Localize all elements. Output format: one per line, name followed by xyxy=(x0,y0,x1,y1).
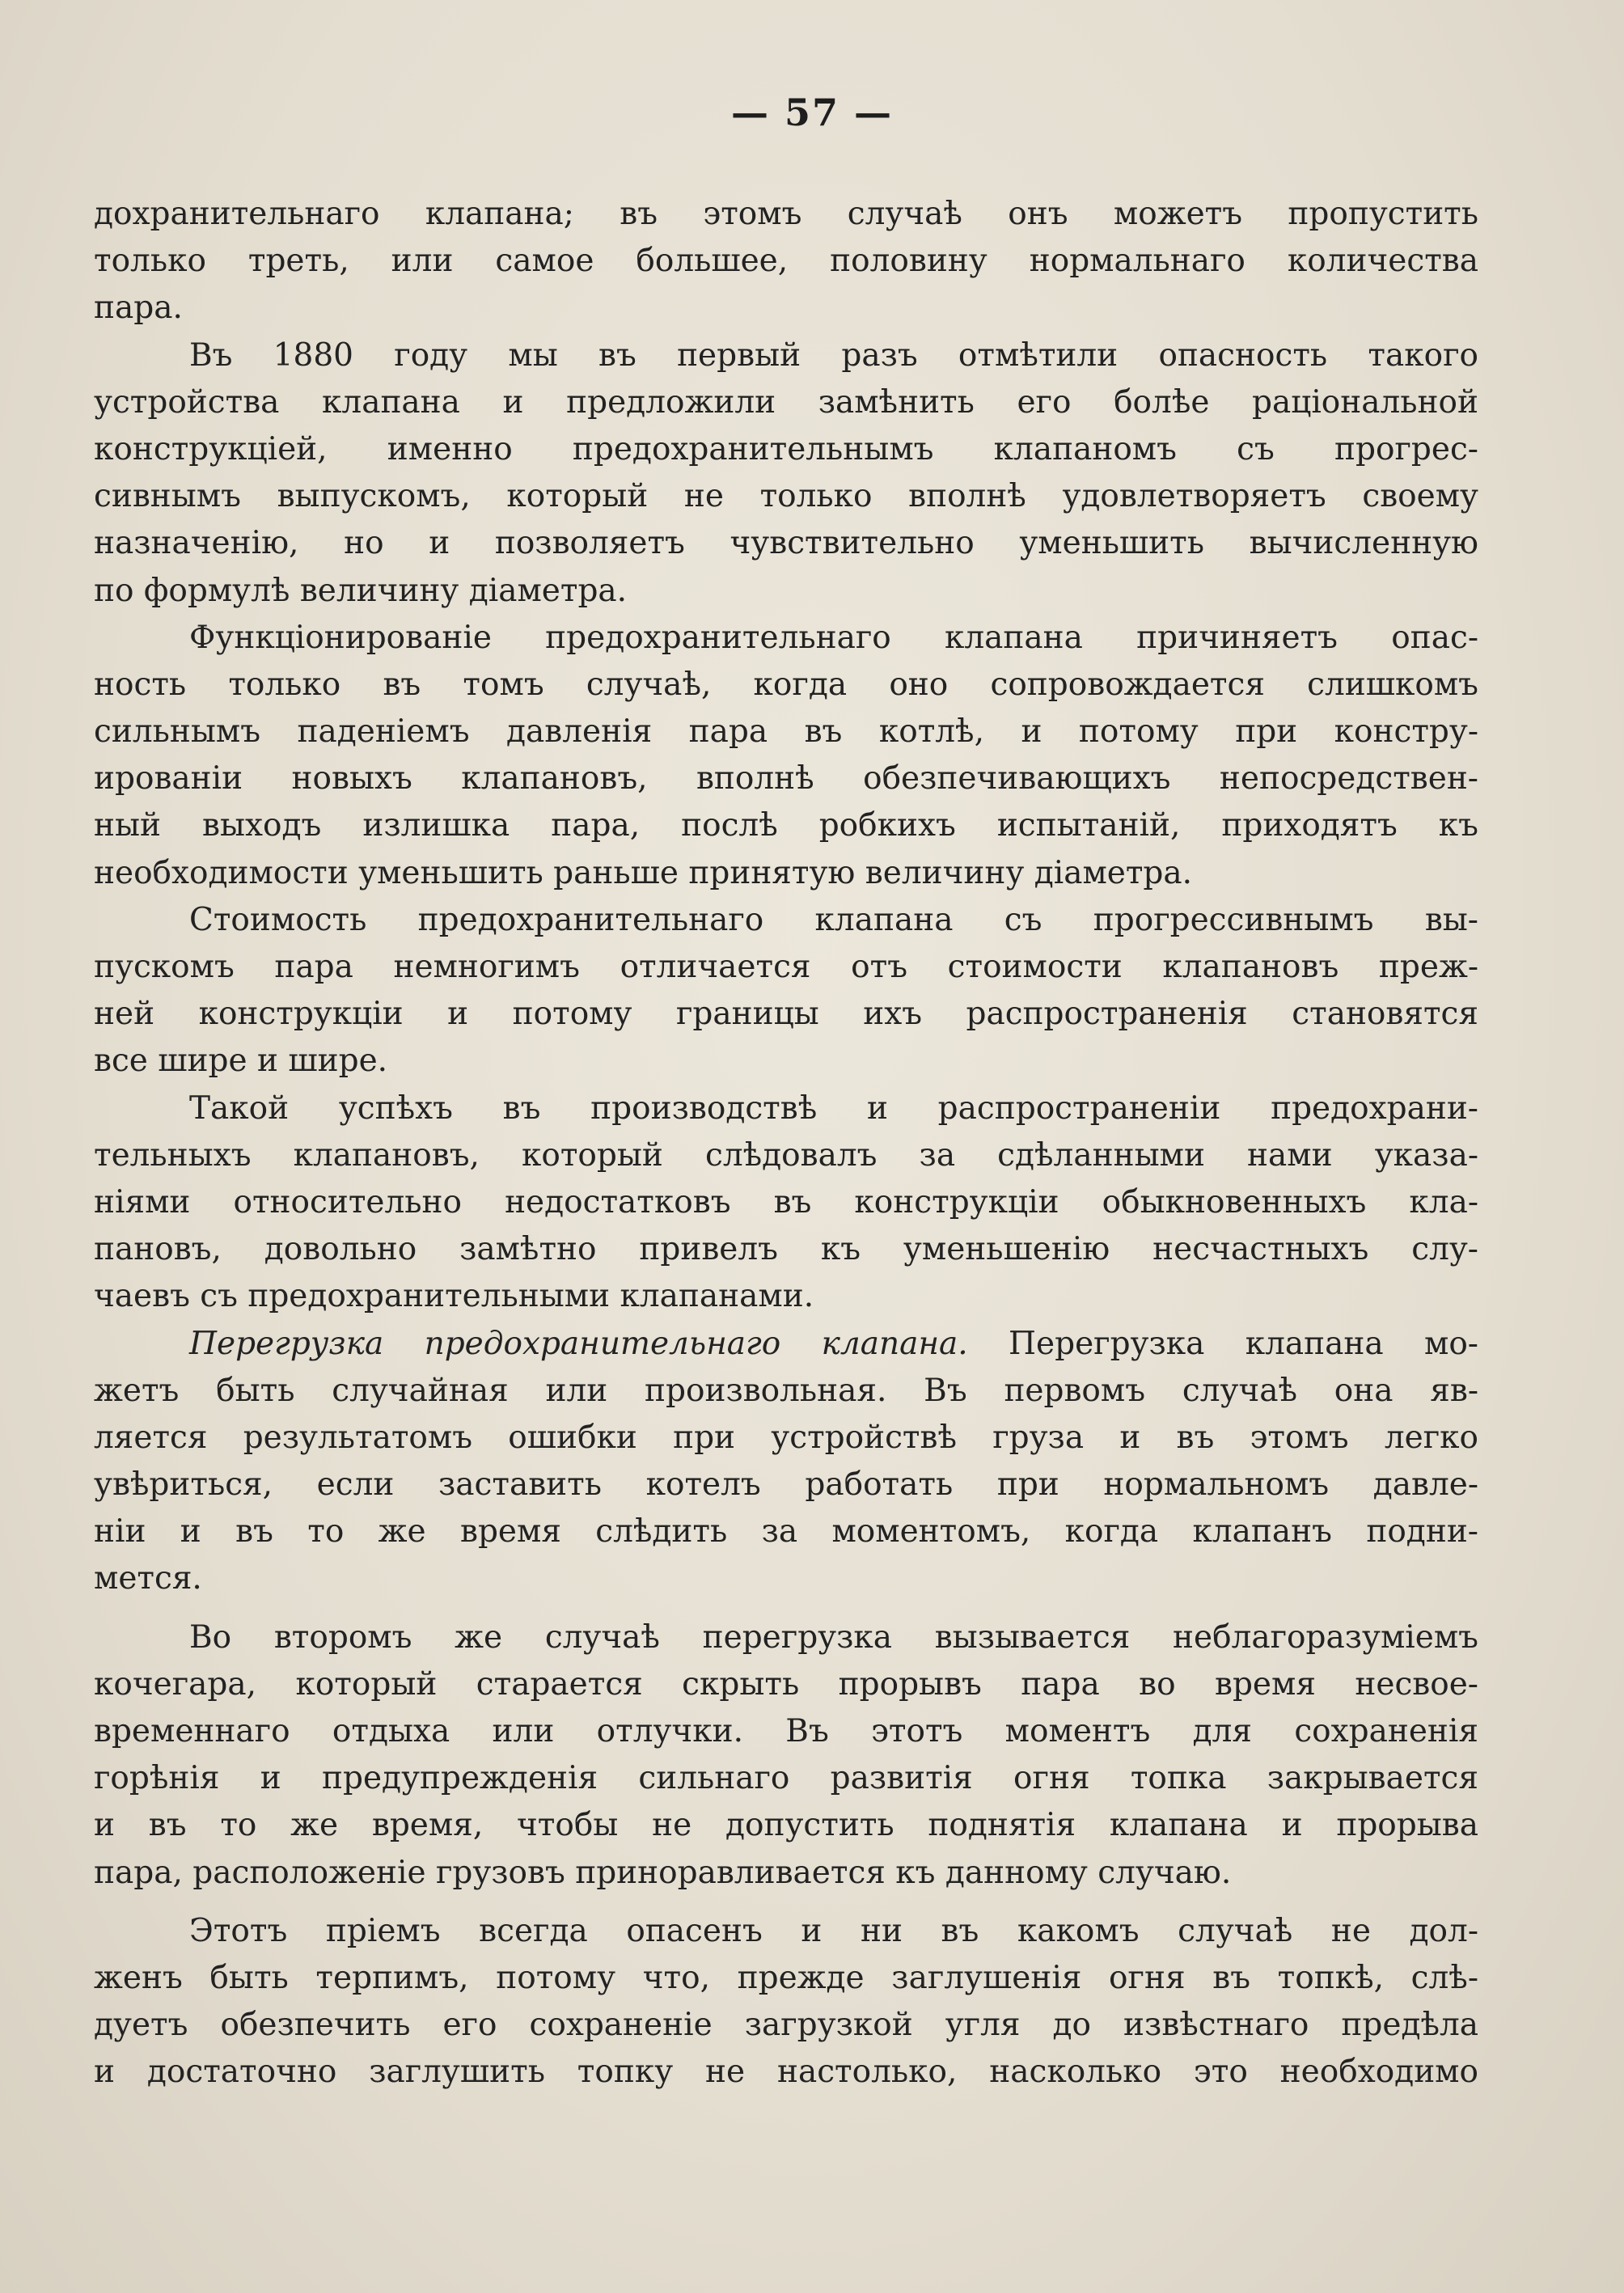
text-line xyxy=(94,1555,1478,1602)
text-line xyxy=(94,1321,1478,1368)
line-text: Функціонированіе предохранительнаго клапана причиняетъ опас- xyxy=(189,619,1478,656)
text-line xyxy=(94,426,1478,473)
text-line xyxy=(94,1462,1478,1508)
text-line xyxy=(94,191,1478,238)
text-line xyxy=(94,332,1478,379)
line-text: сильнымъ паденіемъ давленія пара въ котлѣ, и потому при констру- xyxy=(94,713,1478,751)
line-text: увѣриться, если заставить котелъ работать при нормальномъ давле- xyxy=(94,1466,1478,1504)
text-line xyxy=(94,1850,1478,1897)
text-line xyxy=(94,991,1478,1038)
line-text: мется. xyxy=(94,1560,202,1597)
text-line xyxy=(94,285,1478,332)
text-line xyxy=(94,1273,1478,1320)
paragraph xyxy=(94,897,1478,1085)
line-text: устройства клапана и предложили замѣнить его болѣе раціональной xyxy=(94,383,1478,421)
line-text: пускомъ пара немногимъ отличается отъ стоимости клапановъ преж- xyxy=(94,949,1478,985)
line-text: Такой успѣхъ въ производствѣ и распространеніи предохрани- xyxy=(189,1089,1478,1127)
text-line xyxy=(94,568,1478,615)
text-line xyxy=(94,473,1478,520)
paragraph xyxy=(94,1085,1478,1321)
text-line xyxy=(94,2049,1478,2096)
line-text: все шире и шире. xyxy=(94,1043,388,1080)
line-text: горѣнія и предупрежденія сильнаго развитія огня топка закрывается xyxy=(94,1760,1478,1797)
text-line xyxy=(94,2002,1478,2049)
paragraph xyxy=(94,1908,1478,2096)
text-line xyxy=(94,1661,1478,1708)
line-text: необходимости уменьшить раньше принятую величину діаметра. xyxy=(94,854,1193,891)
body-text xyxy=(94,191,1478,2096)
line-text: Въ 1880 году мы въ первый разъ отмѣтили опасность такого xyxy=(189,336,1478,374)
line-text: Этотъ пріемъ всегда опасенъ и ни въ какомъ случаѣ не дол- xyxy=(189,1912,1478,1949)
text-line xyxy=(94,1368,1478,1415)
line-text: дохранительнаго клапана; въ этомъ случаѣ онъ можетъ пропустить xyxy=(94,196,1478,232)
line-text: тельныхъ клапановъ, который слѣдовалъ за сдѣланными нами указа- xyxy=(94,1136,1478,1174)
line-text: дуетъ обезпечить его сохраненіе загрузкой угля до извѣстнаго предѣла xyxy=(94,2007,1478,2044)
line-text: кочегара, который старается скрыть прорывъ пара во время несвое- xyxy=(94,1665,1478,1703)
paragraph xyxy=(94,615,1478,897)
line-text: пара. xyxy=(94,290,183,327)
page-number: — 57 — xyxy=(730,91,894,134)
text-line xyxy=(94,1179,1478,1226)
text-line xyxy=(94,1708,1478,1755)
line-text: только треть, или самое большее, половину нормальнаго количества xyxy=(94,243,1478,280)
line-text: конструкціей, именно предохранительнымъ клапаномъ съ прогрес- xyxy=(94,430,1478,467)
text-line xyxy=(94,1908,1478,1955)
line-text: и достаточно заглушить топку не настолько, насколько это необходимо xyxy=(94,2054,1478,2091)
paragraph xyxy=(94,191,1478,332)
line-text: жетъ быть случайная или произвольная. Въ первомъ случаѣ она яв- xyxy=(94,1372,1478,1409)
text-line xyxy=(94,1132,1478,1179)
line-text: чаевъ съ предохранительными клапанами. xyxy=(94,1278,814,1315)
text-line xyxy=(94,1955,1478,2002)
italic-heading: Перегрузка предохранительнаго клапана. xyxy=(189,1325,968,1362)
text-line xyxy=(94,850,1478,897)
text-line xyxy=(94,1226,1478,1273)
line-text: назначенію, но и позволяетъ чувствительно уменьшить вычисленную xyxy=(94,525,1478,562)
text-line xyxy=(94,709,1478,755)
line-text: ный выходъ излишка пара, послѣ робкихъ испытаній, приходятъ къ xyxy=(94,807,1478,844)
line-text: ней конструкціи и потому границы ихъ распространенія становятся xyxy=(94,996,1478,1033)
text-line xyxy=(94,802,1478,849)
text-line xyxy=(94,1755,1478,1802)
line-text: ніями относительно недостатковъ въ конструкціи обыкновенныхъ кла- xyxy=(94,1183,1478,1221)
line-text: и въ то же время, чтобы не допустить поднятія клапана и прорыва xyxy=(94,1807,1478,1844)
text-line xyxy=(94,1038,1478,1085)
text-line xyxy=(94,897,1478,944)
paragraph xyxy=(94,1614,1478,1897)
paragraph xyxy=(94,332,1478,615)
text-line xyxy=(94,1085,1478,1132)
line-text: ированіи новыхъ клапановъ, вполнѣ обезпечивающихъ непосредствен- xyxy=(94,760,1478,797)
text-line xyxy=(94,662,1478,709)
text-line xyxy=(94,1614,1478,1661)
text-line xyxy=(94,615,1478,662)
text-line xyxy=(94,1508,1478,1555)
line-text: пара, расположеніе грузовъ приноравливается къ данному случаю. xyxy=(94,1854,1232,1891)
line-text: сивнымъ выпускомъ, который не только вполнѣ удовлетворяетъ своему xyxy=(94,478,1478,515)
text-line xyxy=(94,1415,1478,1462)
line-text: по формулѣ величину діаметра. xyxy=(94,572,628,609)
text-line xyxy=(94,520,1478,567)
line-text: Стоимость предохранительнаго клапана съ прогрессивнымъ вы- xyxy=(189,901,1478,938)
text-line xyxy=(94,379,1478,426)
line-text: ніи и въ то же время слѣдить за моментомъ, когда клапанъ подни- xyxy=(94,1513,1478,1551)
line-text: ляется результатомъ ошибки при устройствѣ груза и въ этомъ легко xyxy=(94,1419,1478,1456)
paragraph xyxy=(94,1321,1478,1603)
line-text: Во второмъ же случаѣ перегрузка вызывается неблагоразуміемъ xyxy=(189,1618,1478,1656)
text-line xyxy=(94,944,1478,991)
line-text: женъ быть терпимъ, потому что, прежде заглушенія огня въ топкѣ, слѣ- xyxy=(94,1959,1478,1996)
text-line xyxy=(94,1802,1478,1849)
text-line xyxy=(94,238,1478,285)
line-text: ность только въ томъ случаѣ, когда оно сопровождается слишкомъ xyxy=(94,666,1478,703)
line-text: пановъ, довольно замѣтно привелъ къ уменьшенію несчастныхъ слу- xyxy=(94,1231,1478,1268)
text-line xyxy=(94,755,1478,802)
line-text: временнаго отдыха или отлучки. Въ этотъ моментъ для сохраненія xyxy=(94,1713,1478,1749)
line-text: Перегрузка клапана мо- xyxy=(967,1325,1478,1362)
